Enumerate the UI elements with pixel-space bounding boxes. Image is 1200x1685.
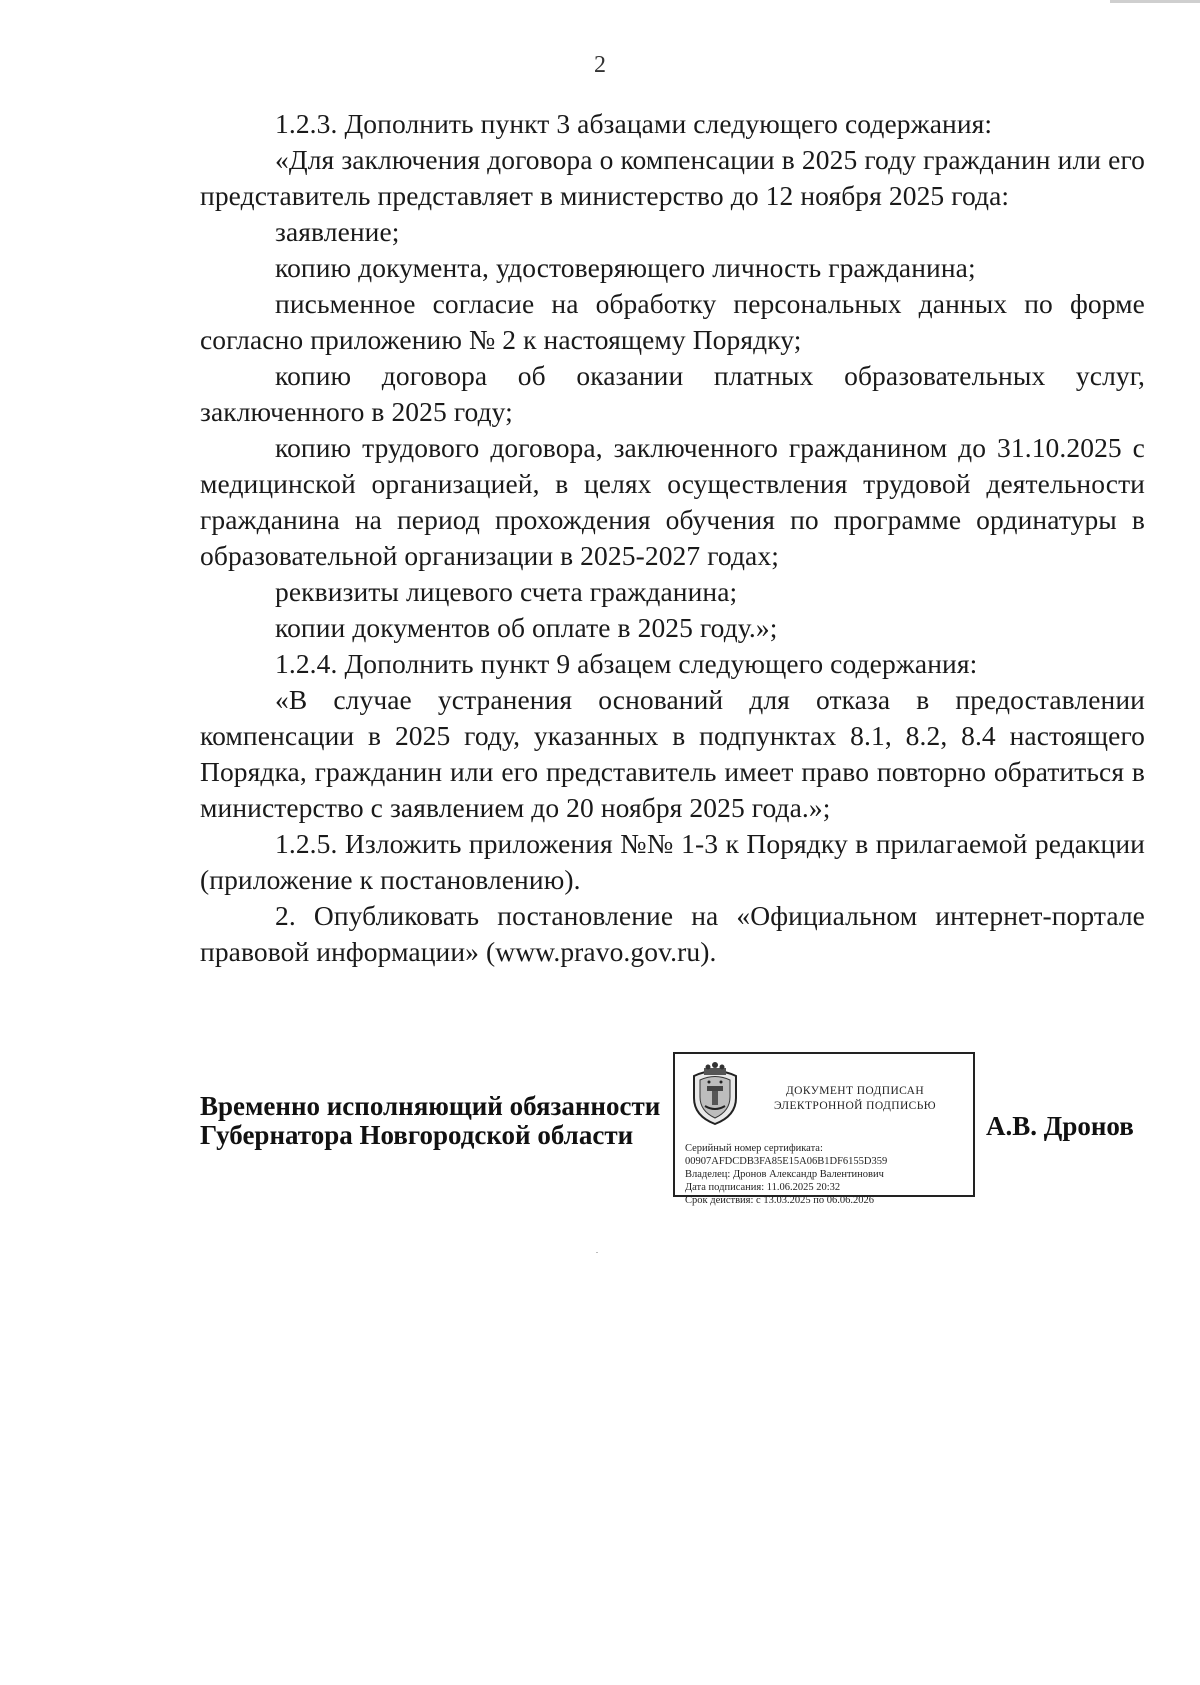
coat-of-arms-icon xyxy=(688,1062,742,1126)
paragraph-refusal-case: «В случае устранения оснований для отказа в предоставлении компенсации в 2025 году, указанных в подпунктах 8.1, 8.2, 8.4 настоящего Порядка, гражданин или его представитель имеет право повторно обратиться в министерство с заявлением до 20 ноября 2025 года.»; xyxy=(200,684,1145,823)
list-item-bank-details: реквизиты лицевого счета гражданина; xyxy=(275,576,738,607)
stamp-heading xyxy=(750,1084,960,1114)
paragraph-1-2-4: 1.2.4. Дополнить пункт 9 абзацем следующего содержания: xyxy=(275,648,978,679)
list-item-consent: письменное согласие на обработку персональных данных по форме согласно приложению № 2 к настоящему Порядку; xyxy=(200,288,1145,355)
list-item-id-copy: копию документа, удостоверяющего личность гражданина; xyxy=(275,252,976,283)
stamp-validity: Срок действия: с 13.03.2025 по 06.06.2026 xyxy=(685,1195,874,1206)
paragraph-1-2-5: 1.2.5. Изложить приложения №№ 1-3 к Порядку в прилагаемой редакции (приложение к постановлению). xyxy=(200,828,1145,895)
list-item-application: заявление; xyxy=(275,216,400,247)
paragraph-2-publish: 2. Опубликовать постановление на «Официальном интернет-портале правовой информации» (www.pravo.gov.ru). xyxy=(200,900,1145,967)
stamp-heading-line-2: ЭЛЕКТРОННОЙ ПОДПИСЬЮ xyxy=(774,1100,936,1112)
list-item-labor-contract: копию трудового договора, заключенного гражданином до 31.10.2025 с медицинской организацией, в целях осуществления трудовой деятельности гражданина на период прохождения обучения по программе ординатуры в образовательной организации в 2025-2027 годах; xyxy=(200,432,1145,571)
scan-edge-mark xyxy=(1110,0,1200,3)
stamp-heading-line-1: ДОКУМЕНТ ПОДПИСАН xyxy=(785,1085,925,1097)
stamp-owner: Владелец: Дронов Александр Валентинович xyxy=(685,1169,884,1180)
page-number: 2 xyxy=(594,52,606,78)
scan-artifact xyxy=(596,1252,598,1253)
list-item-education-contract: копию договора об оказании платных образовательных услуг, заключенного в 2025 году; xyxy=(200,360,1145,427)
list-item-payment-docs: копии документов об оплате в 2025 году.»; xyxy=(275,612,778,643)
paragraph-1-2-3: 1.2.3. Дополнить пункт 3 абзацами следующего содержания: xyxy=(275,108,993,139)
signatory-name: А.В. Дронов xyxy=(986,1111,1134,1141)
paragraph-contract-intro: «Для заключения договора о компенсации в 2025 году гражданин или его представитель представляет в министерство до 12 ноября 2025 года: xyxy=(200,144,1145,211)
stamp-serial-label: Серийный номер сертификата: xyxy=(685,1143,823,1154)
stamp-signed-date: Дата подписания: 11.06.2025 20:32 xyxy=(685,1182,841,1193)
signatory-title-line-1: Временно исполняющий обязанности xyxy=(200,1091,661,1121)
document-body xyxy=(200,106,1145,970)
signatory-title xyxy=(200,1092,660,1150)
signatory-title-line-2: Губернатора Новгородской области xyxy=(200,1120,634,1150)
stamp-details xyxy=(685,1142,970,1207)
stamp-serial-value: 00907AFDCDB3FA85E15A06B1DF6155D359 xyxy=(685,1156,888,1167)
electronic-signature-stamp xyxy=(673,1052,975,1206)
